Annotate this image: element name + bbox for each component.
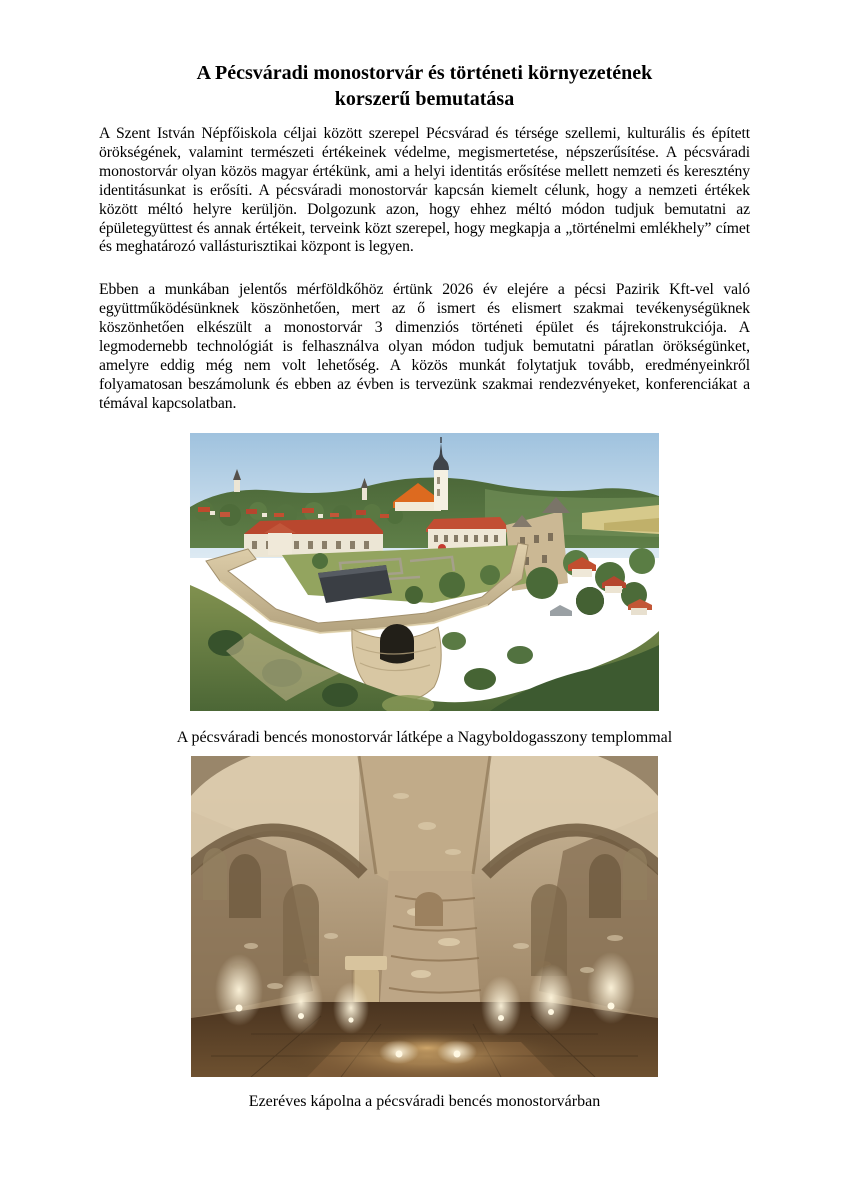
figure-monastery-aerial (99, 433, 750, 747)
figure-chapel-interior (99, 756, 750, 1111)
figure-caption-monastery: A pécsváradi bencés monostorvár látképe a Nagyboldogasszony templommal (176, 728, 673, 746)
page-title-line-1: A Pécsváradi monostorvár és történeti környezetének (196, 62, 653, 84)
page-title-line-2: korszerű bemutatása (334, 88, 515, 110)
figure-caption-chapel: Ezeréves kápolna a pécsváradi bencés monostorvárban (248, 1092, 601, 1110)
monastery-aerial-photo (190, 433, 659, 711)
paragraph-goals: A Szent István Népfőiskola céljai között szerepel Pécsvárad és térsége szellemi, kulturális és épített örökségének, valamint természeti értékeinek védelme, megismertetése, népszerűsítése. A pécsváradi monostorvár olyan közös magyar értékünk, ami a helyi identitás erősítése mellett nemzeti és keresztény identitásunkat is erősíti. A pécsváradi monostorvár kapcsán kiemelt célunk, hogy a nemzeti értékek között méltó helyre kerüljön. Dolgozunk azon, hogy ehhez méltó módon tudjuk bemutatni az épületegyüttest és annak értékeit, terveink közt szerepel, hogy megkapja a „történelmi emlékhely” címet és meghatározó vallásturisztikai központ is legyen. (99, 125, 750, 256)
chapel-interior-photo (191, 756, 658, 1077)
page-title (99, 60, 750, 112)
paragraph-milestone: Ebben a munkában jelentős mérföldkőhöz értünk 2026 év elejére a pécsi Pazirik Kft-vel való együttműködésünknek köszönhetően, mert az ő ismert és elismert szakmai tevékenységüknek köszönhetően elkészült a monostorvár 3 dimenziós történeti épület és tájrekonstrukciója. A legmodernebb technológiát is felhasználva olyan módon tudjuk bemutatni páratlan örökségünket, amelyre eddig még nem volt lehetőség. A közös munkát folytatjuk tovább, eredményeinkről folyamatosan beszámolunk és ebben az évben is tervezünk szakmai rendezvényeket, konferenciákat a témával kapcsolatban. (99, 281, 750, 412)
